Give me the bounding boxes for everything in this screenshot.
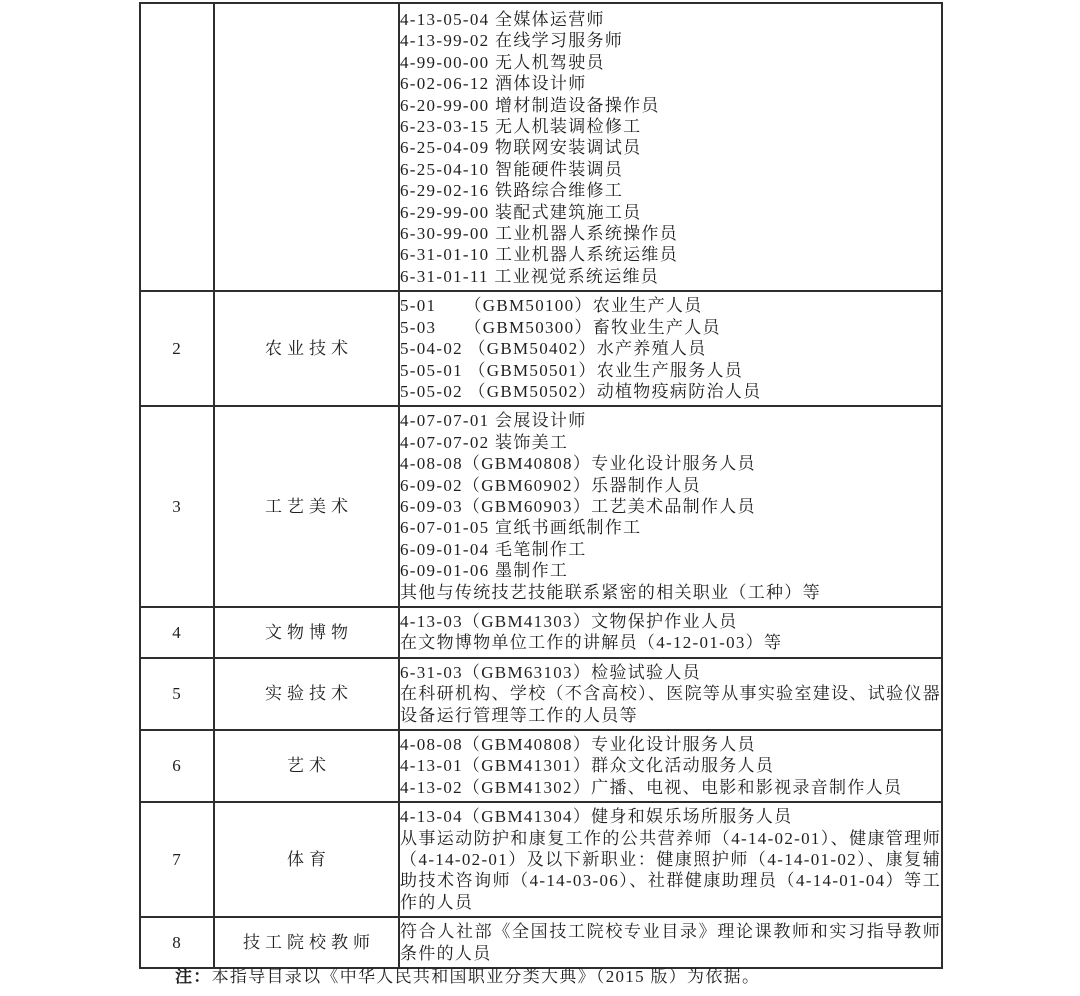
content-line: 6-29-02-16 铁路综合维修工 bbox=[400, 181, 624, 201]
content-cell bbox=[399, 802, 942, 917]
table-row bbox=[140, 291, 942, 406]
content-line: 6-23-03-15 无人机装调检修工 bbox=[400, 117, 642, 137]
category-cell: 工艺美术 bbox=[214, 406, 399, 607]
content-line: 5-05-02 （GBM50502）动植物疫病防治人员 bbox=[400, 381, 762, 401]
content-line: 6-02-06-12 酒体设计师 bbox=[400, 74, 587, 94]
content-line: 4-13-05-04 全媒体运营师 bbox=[400, 10, 605, 29]
table-row bbox=[140, 802, 942, 917]
content-cell bbox=[399, 406, 942, 607]
row-number-cell: 4 bbox=[140, 607, 214, 658]
content-line: 4-08-08（GBM40808）专业化设计服务人员 bbox=[400, 735, 756, 754]
content-line: 4-07-07-02 装饰美工 bbox=[400, 432, 569, 452]
content-cell bbox=[399, 607, 942, 658]
content-line: 4-07-07-01 会展设计师 bbox=[400, 411, 587, 431]
category-cell: 文物博物 bbox=[214, 607, 399, 658]
row-number-cell: 2 bbox=[140, 291, 214, 406]
content-cell bbox=[399, 658, 942, 730]
content-line: 6-31-03（GBM63103）检验试验人员 bbox=[400, 662, 701, 682]
category-cell: 技工院校教师 bbox=[214, 917, 399, 968]
content-line: 5-04-02 （GBM50402）水产养殖人员 bbox=[400, 339, 707, 359]
footnote-label: 注： bbox=[175, 967, 212, 986]
content-line: 4-13-04（GBM41304）健身和娱乐场所服务人员 bbox=[400, 807, 793, 827]
table-row bbox=[140, 730, 942, 802]
occupation-table-body bbox=[140, 3, 942, 968]
content-line: 6-29-99-00 装配式建筑施工员 bbox=[400, 202, 642, 222]
content-line: 从事运动防护和康复工作的公共营养师（4-14-02-01）、健康管理师（4-14-02-01）及以下新职业：健康照护师（4-14-01-02）、康复辅助技术咨询师（4-14-03-06）、社群健康助理员（4-14-01-04）等工作的人员 bbox=[400, 828, 941, 912]
content-line: 6-09-03（GBM60903）工艺美术品制作人员 bbox=[400, 496, 756, 516]
table-row bbox=[140, 3, 942, 291]
table-row bbox=[140, 406, 942, 607]
content-line: 6-25-04-09 物联网安装调试员 bbox=[400, 138, 642, 158]
content-line: 4-13-03（GBM41303）文物保护作业人员 bbox=[400, 611, 738, 631]
content-line: 4-13-99-02 在线学习服务师 bbox=[400, 31, 624, 51]
table-row bbox=[140, 658, 942, 730]
content-line: 5-01 （GBM50100）农业生产人员 bbox=[400, 296, 703, 316]
row-number-cell: 5 bbox=[140, 658, 214, 730]
content-line: 6-30-99-00 工业机器人系统操作员 bbox=[400, 224, 679, 244]
content-line: 6-25-04-10 智能硬件装调员 bbox=[400, 159, 624, 179]
content-line: 在科研机构、学校（不含高校）、医院等从事实验室建设、试验仪器设备运行管理等工作的人员等 bbox=[400, 684, 941, 725]
content-line: 5-03 （GBM50300）畜牧业生产人员 bbox=[400, 317, 721, 337]
table-row bbox=[140, 917, 942, 968]
row-number-cell: 3 bbox=[140, 406, 214, 607]
content-line: 6-20-99-00 增材制造设备操作员 bbox=[400, 95, 660, 115]
content-line: 4-13-01（GBM41301）群众文化活动服务人员 bbox=[400, 756, 775, 776]
content-line: 4-13-02（GBM41302）广播、电视、电影和影视录音制作人员 bbox=[400, 777, 903, 797]
table-row bbox=[140, 607, 942, 658]
content-line: 在文物博物单位工作的讲解员（4-12-01-03）等 bbox=[400, 633, 783, 653]
content-line: 4-99-00-00 无人机驾驶员 bbox=[400, 52, 605, 72]
footnote-text: 本指导目录以《中华人民共和国职业分类大典》（2015 版）为依据。 bbox=[211, 967, 761, 986]
content-line: 6-07-01-05 宣纸书画纸制作工 bbox=[400, 518, 642, 538]
row-number-cell: 8 bbox=[140, 917, 214, 968]
footnote bbox=[175, 966, 760, 988]
content-cell bbox=[399, 730, 942, 802]
category-cell: 实验技术 bbox=[214, 658, 399, 730]
row-number-cell: 7 bbox=[140, 802, 214, 917]
category-cell bbox=[214, 3, 399, 291]
category-cell: 农业技术 bbox=[214, 291, 399, 406]
content-line: 6-09-02（GBM60902）乐器制作人员 bbox=[400, 475, 701, 495]
category-cell: 体育 bbox=[214, 802, 399, 917]
category-cell: 艺术 bbox=[214, 730, 399, 802]
content-line: 5-05-01 （GBM50501）农业生产服务人员 bbox=[400, 360, 744, 380]
content-line: 6-09-01-04 毛笔制作工 bbox=[400, 539, 587, 559]
occupation-catalog-table bbox=[139, 2, 943, 969]
content-line: 6-09-01-06 墨制作工 bbox=[400, 561, 569, 581]
content-cell bbox=[399, 917, 942, 968]
content-cell bbox=[399, 291, 942, 406]
row-number-cell bbox=[140, 3, 214, 291]
content-line: 其他与传统技艺技能联系紧密的相关职业（工种）等 bbox=[400, 582, 821, 602]
content-line: 6-31-01-11 工业视觉系统运维员 bbox=[400, 266, 660, 286]
content-line: 符合人社部《全国技工院校专业目录》理论课教师和实习指导教师条件的人员 bbox=[400, 922, 941, 963]
content-line: 6-31-01-10 工业机器人系统运维员 bbox=[400, 245, 679, 265]
content-cell bbox=[399, 3, 942, 291]
row-number-cell: 6 bbox=[140, 730, 214, 802]
content-line: 4-08-08（GBM40808）专业化设计服务人员 bbox=[400, 454, 756, 474]
